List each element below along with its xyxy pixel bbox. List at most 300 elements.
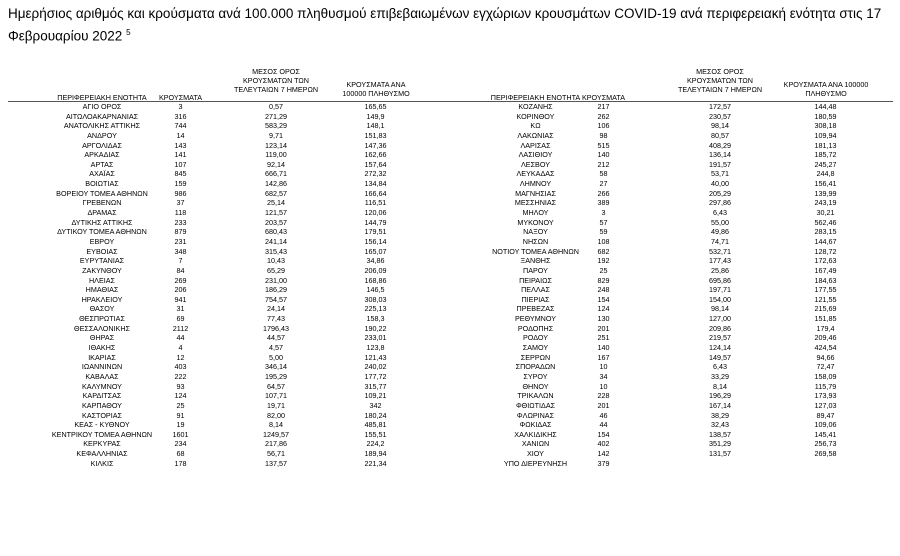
right-unit-cell: ΠΙΕΡΙΑΣ (521, 294, 550, 304)
right-avg-cell: 191,57 (709, 159, 731, 169)
left-avg-cell: 19,71 (267, 400, 285, 410)
left-avg-cell: 92,14 (267, 159, 285, 169)
left-avg-cell: 119,00 (265, 150, 287, 160)
left-cases-cell: 31 (176, 304, 185, 314)
left-avg-cell: 137,57 (265, 458, 287, 468)
right-unit-cell: ΧΙΟΥ (527, 449, 544, 459)
right-cases-cell: 154 (597, 294, 610, 304)
left-unit-cell: ΗΛΕΙΑΣ (88, 275, 116, 285)
right-cases-cell: 108 (597, 236, 610, 246)
right-avg-cell: 172,57 (709, 102, 731, 111)
left-per100k-cell: 224,2 (366, 439, 385, 449)
table-row (8, 324, 893, 334)
right-avg-cell: 55,00 (711, 217, 729, 227)
right-avg-cell: 127,00 (709, 314, 731, 324)
right-cases-cell: 57 (599, 217, 608, 227)
left-per100k-cell: 155,51 (364, 429, 387, 439)
left-per100k-cell: 116,51 (364, 198, 387, 208)
right-unit-cell: ΝΟΤΙΟΥ ΤΟΜΕΑ ΑΘΗΝΩΝ (492, 246, 579, 256)
right-per100k-cell: 562,46 (814, 217, 837, 227)
right-unit-cell: ΛΑΣΙΘΙΟΥ (518, 150, 553, 160)
left-avg-cell: 1796,43 (263, 323, 289, 333)
left-unit-cell: ΑΓΙΟ ΟΡΟΣ (82, 102, 122, 111)
right-unit-cell: ΛΕΥΚΑΔΑΣ (516, 169, 555, 179)
left-per100k-cell: 206,09 (364, 265, 387, 275)
right-avg-cell: 196,29 (709, 391, 731, 401)
right-unit-cell: ΡΕΘΥΜΝΟΥ (514, 314, 557, 324)
left-cases-cell: 37 (176, 198, 185, 208)
right-avg-cell: 351,29 (709, 439, 731, 449)
left-cases-cell: 12 (176, 352, 185, 362)
table-row (8, 160, 893, 170)
right-avg-cell: 38,29 (711, 410, 729, 420)
left-unit-cell: ΚΕΝΤΡΙΚΟΥ ΤΟΜΕΑ ΑΘΗΝΩΝ (51, 429, 153, 439)
table-row (8, 285, 893, 295)
right-avg-cell: 219,57 (709, 333, 731, 343)
right-per100k-cell: 127,03 (814, 400, 837, 410)
table-row (8, 179, 893, 189)
left-avg-cell: 4,57 (269, 343, 283, 353)
left-unit-cell: ΚΕΡΚΥΡΑΣ (83, 439, 121, 449)
right-avg-cell: 74,71 (711, 236, 729, 246)
left-avg-cell: 186,29 (265, 285, 287, 295)
left-avg-cell: 56,71 (267, 449, 285, 459)
left-per100k-cell: 121,43 (364, 352, 387, 362)
left-avg-cell: 5,00 (269, 352, 283, 362)
header-cases-left: ΚΡΟΥΣΜΑΤΑ (158, 93, 203, 102)
left-cases-cell: 118 (174, 208, 187, 218)
left-avg-cell: 682,57 (265, 188, 287, 198)
table-row (8, 150, 893, 160)
right-per100k-cell: 115,79 (814, 381, 837, 391)
left-avg-cell: 241,14 (265, 236, 287, 246)
right-unit-cell: ΝΑΞΟΥ (523, 227, 548, 237)
table-row (8, 295, 893, 305)
left-avg-cell: 142,86 (265, 179, 287, 189)
left-per100k-cell: 123,8 (366, 343, 385, 353)
right-cases-cell: 25 (599, 265, 608, 275)
table-row (8, 362, 893, 372)
left-per100k-cell: 233,01 (364, 333, 387, 343)
left-cases-cell: 14 (176, 130, 185, 140)
right-cases-cell: 201 (597, 323, 610, 333)
table-row (8, 353, 893, 363)
left-per100k-cell: 189,94 (364, 449, 387, 459)
footnote-mark: 5 (126, 28, 131, 37)
right-avg-cell: 197,71 (709, 285, 731, 295)
right-cases-cell: 217 (597, 102, 610, 111)
table-header (8, 66, 893, 102)
left-cases-cell: 845 (174, 169, 187, 179)
page-title (8, 4, 888, 46)
left-unit-cell: ΑΡΓΟΛΙΔΑΣ (82, 140, 122, 150)
left-unit-cell: ΚΑΒΑΛΑΣ (85, 371, 119, 381)
right-cases-cell: 402 (597, 439, 610, 449)
left-cases-cell: 141 (174, 150, 187, 160)
left-unit-cell: ΕΥΡΥΤΑΝΙΑΣ (79, 256, 125, 266)
right-per100k-cell: 177,55 (814, 285, 837, 295)
left-avg-cell: 666,71 (265, 169, 287, 179)
left-unit-cell: ΚΑΡΠΑΘΟΥ (82, 400, 122, 410)
left-avg-cell: 583,29 (265, 121, 287, 131)
left-cases-cell: 744 (174, 121, 187, 131)
left-avg-cell: 9,71 (269, 130, 283, 140)
right-avg-cell: 6,43 (713, 362, 727, 372)
left-per100k-cell: 179,51 (364, 227, 387, 237)
left-unit-cell: ΘΑΣΟΥ (89, 304, 115, 314)
header-avg-left: ΜΕΣΟΣ ΟΡΟΣ ΚΡΟΥΣΜΑΤΩΝ ΤΩΝ ΤΕΛΕΥΤΑΙΩΝ 7 ΗΜΕΡΩΝ (233, 67, 319, 94)
left-per100k-cell: 225,13 (364, 304, 387, 314)
left-cases-cell: 222 (174, 371, 187, 381)
table-row (8, 430, 893, 440)
left-avg-cell: 25,14 (267, 198, 285, 208)
right-cases-cell: 10 (599, 362, 608, 372)
right-per100k-cell: 209,46 (814, 333, 837, 343)
left-cases-cell: 234 (174, 439, 187, 449)
left-per100k-cell: 485,81 (364, 420, 387, 430)
table-row (8, 247, 893, 257)
left-unit-cell: ΙΚΑΡΙΑΣ (88, 352, 116, 362)
left-unit-cell: ΑΡΤΑΣ (90, 159, 114, 169)
left-unit-cell: ΑΡΚΑΔΙΑΣ (84, 150, 120, 160)
right-unit-cell: ΛΕΣΒΟΥ (521, 159, 550, 169)
left-unit-cell: ΕΥΒΟΙΑΣ (86, 246, 118, 256)
left-cases-cell: 93 (176, 381, 185, 391)
table-row (8, 169, 893, 179)
left-per100k-cell: 120,06 (364, 208, 387, 218)
right-unit-cell: ΠΕΛΛΑΣ (521, 285, 550, 295)
right-per100k-cell: 256,73 (814, 439, 837, 449)
right-per100k-cell: 181,13 (814, 140, 837, 150)
left-per100k-cell: 151,83 (364, 130, 387, 140)
right-per100k-cell: 167,49 (814, 265, 837, 275)
table-row (8, 218, 893, 228)
right-unit-cell: ΣΠΟΡΑΔΩΝ (515, 362, 556, 372)
left-avg-cell: 195,29 (265, 371, 287, 381)
right-unit-cell: ΜΕΣΣΗΝΙΑΣ (514, 198, 557, 208)
left-per100k-cell: 34,86 (366, 256, 385, 266)
left-per100k-cell: 180,24 (364, 410, 387, 420)
table-row (8, 411, 893, 421)
right-per100k-cell: 244,8 (816, 169, 835, 179)
table-row (8, 372, 893, 382)
left-per100k-cell: 177,72 (364, 371, 387, 381)
table-row (8, 382, 893, 392)
left-cases-cell: 3 (178, 102, 183, 111)
left-unit-cell: ΚΑΡΔΙΤΣΑΣ (82, 391, 122, 401)
left-unit-cell: ΚΕΑΣ - ΚΥΘΝΟΥ (74, 420, 130, 430)
right-per100k-cell: 89,47 (816, 410, 835, 420)
table-row (8, 112, 893, 122)
left-unit-cell: ΘΗΡΑΣ (89, 333, 115, 343)
left-cases-cell: 69 (176, 314, 185, 324)
right-avg-cell: 177,43 (709, 256, 731, 266)
right-unit-cell: ΚΟΡΙΝΘΟΥ (516, 111, 555, 121)
right-cases-cell: 201 (597, 400, 610, 410)
left-unit-cell: ΕΒΡΟΥ (89, 236, 115, 246)
left-avg-cell: 315,43 (265, 246, 287, 256)
right-cases-cell: 46 (599, 410, 608, 420)
left-cases-cell: 7 (178, 256, 183, 266)
left-unit-cell: ΗΡΑΚΛΕΙΟΥ (81, 294, 123, 304)
left-avg-cell: 203,57 (265, 217, 287, 227)
right-avg-cell: 131,57 (709, 449, 731, 459)
left-unit-cell: ΚΑΣΤΟΡΙΑΣ (82, 410, 122, 420)
right-cases-cell: 248 (597, 285, 610, 295)
left-unit-cell: ΑΙΤΩΛΟΑΚΑΡΝΑΝΙΑΣ (65, 111, 139, 121)
left-cases-cell: 4 (178, 343, 183, 353)
left-avg-cell: 8,14 (269, 420, 283, 430)
table-row (8, 391, 893, 401)
right-avg-cell: 532,71 (709, 246, 731, 256)
right-avg-cell: 297,86 (709, 198, 731, 208)
left-cases-cell: 316 (174, 111, 187, 121)
right-avg-cell: 49,86 (711, 227, 729, 237)
right-avg-cell: 167,14 (709, 400, 731, 410)
table-row (8, 189, 893, 199)
right-unit-cell: ΚΟΖΑΝΗΣ (518, 102, 553, 111)
right-per100k-cell: 121,55 (814, 294, 837, 304)
right-unit-cell: ΦΛΩΡΙΝΑΣ (516, 410, 555, 420)
left-cases-cell: 44 (176, 333, 185, 343)
right-per100k-cell: 158,09 (814, 371, 837, 381)
header-cases-right: ΚΡΟΥΣΜΑΤΑ (581, 93, 626, 102)
title-text: Ημερήσιος αριθμός και κρούσματα ανά 100.000 πληθυσμού επιβεβαιωμένων εγχώριων κρουσμάτων COVID-19 ανά περιφερειακή ενότητα στις 17 Φεβρουαρίου 2022 (8, 6, 882, 44)
right-per100k-cell: 144,67 (814, 236, 837, 246)
left-per100k-cell: 158,3 (366, 314, 385, 324)
left-avg-cell: 82,00 (267, 410, 285, 420)
left-unit-cell: ΙΘΑΚΗΣ (88, 343, 116, 353)
left-cases-cell: 178 (174, 458, 187, 468)
right-unit-cell: ΠΡΕΒΕΖΑΣ (516, 304, 555, 314)
right-unit-cell: ΞΑΝΘΗΣ (520, 256, 551, 266)
right-per100k-cell: 243,19 (814, 198, 837, 208)
right-per100k-cell: 144,48 (814, 102, 837, 111)
right-avg-cell: 138,57 (709, 429, 731, 439)
right-avg-cell: 33,29 (711, 371, 729, 381)
header-avg-right: ΜΕΣΟΣ ΟΡΟΣ ΚΡΟΥΣΜΑΤΩΝ ΤΩΝ ΤΕΛΕΥΤΑΙΩΝ 7 ΗΜΕΡΩΝ (677, 67, 763, 94)
right-per100k-cell: 269,58 (814, 449, 837, 459)
right-cases-cell: 266 (597, 188, 610, 198)
left-unit-cell: ΘΕΣΣΑΛΟΝΙΚΗΣ (74, 323, 130, 333)
right-unit-cell: ΣΕΡΡΩΝ (520, 352, 551, 362)
left-unit-cell: ΒΟΡΕΙΟΥ ΤΟΜΕΑ ΑΘΗΝΩΝ (56, 188, 148, 198)
table-row (8, 208, 893, 218)
left-per100k-cell: 315,77 (364, 381, 387, 391)
right-unit-cell: ΧΑΛΚΙΔΙΚΗΣ (514, 429, 557, 439)
right-cases-cell: 154 (597, 429, 610, 439)
left-cases-cell: 159 (174, 179, 187, 189)
left-unit-cell: ΑΝΑΤΟΛΙΚΗΣ ΑΤΤΙΚΗΣ (63, 121, 141, 131)
left-per100k-cell: 166,64 (364, 188, 387, 198)
left-unit-cell: ΒΟΙΩΤΙΑΣ (85, 179, 119, 189)
left-unit-cell: ΘΕΣΠΡΩΤΙΑΣ (79, 314, 125, 324)
left-avg-cell: 346,14 (265, 362, 287, 372)
left-cases-cell: 2112 (172, 323, 189, 333)
table-row (8, 102, 893, 112)
left-cases-cell: 25 (176, 400, 185, 410)
left-unit-cell: ΙΩΑΝΝΙΝΩΝ (81, 362, 123, 372)
covid-table (8, 66, 893, 468)
table-row (8, 420, 893, 430)
table-row (8, 198, 893, 208)
header-per100k-left: ΚΡΟΥΣΜΑΤΑ ΑΝΑ 100000 ΠΛΗΘΥΣΜΟ (342, 80, 410, 98)
left-per100k-cell: 221,34 (364, 458, 387, 468)
right-cases-cell: 124 (597, 304, 610, 314)
right-cases-cell: 106 (597, 121, 610, 131)
left-avg-cell: 754,57 (265, 294, 287, 304)
table-row (8, 131, 893, 141)
right-per100k-cell: 139,99 (814, 188, 837, 198)
left-avg-cell: 24,14 (267, 304, 285, 314)
right-unit-cell: ΛΗΜΝΟΥ (519, 179, 552, 189)
table-row (8, 227, 893, 237)
left-per100k-cell: 190,22 (364, 323, 387, 333)
left-avg-cell: 271,29 (265, 111, 287, 121)
left-cases-cell: 124 (174, 391, 187, 401)
right-avg-cell: 408,29 (709, 140, 731, 150)
left-avg-cell: 0,57 (269, 102, 283, 111)
left-cases-cell: 84 (176, 265, 185, 275)
left-cases-cell: 68 (176, 449, 185, 459)
left-unit-cell: ΗΜΑΘΙΑΣ (85, 285, 119, 295)
left-avg-cell: 44,57 (267, 333, 285, 343)
left-avg-cell: 123,14 (265, 140, 287, 150)
right-per100k-cell: 215,69 (814, 304, 837, 314)
right-cases-cell: 682 (597, 246, 610, 256)
left-per100k-cell: 165,07 (364, 246, 387, 256)
right-per100k-cell: 308,18 (814, 121, 837, 131)
right-unit-cell: ΜΑΓΝΗΣΙΑΣ (515, 188, 556, 198)
left-per100k-cell: 308,03 (364, 294, 387, 304)
right-unit-cell: ΥΠΟ ΔΙΕΡΕΥΝΗΣΗ (503, 458, 568, 468)
left-cases-cell: 107 (174, 159, 187, 169)
right-unit-cell: ΧΑΝΙΩΝ (521, 439, 550, 449)
right-avg-cell: 53,71 (711, 169, 729, 179)
table-row (8, 237, 893, 247)
right-avg-cell: 6,43 (713, 208, 727, 218)
left-avg-cell: 64,57 (267, 381, 285, 391)
table-row (8, 276, 893, 286)
right-unit-cell: ΚΩ (530, 121, 541, 131)
header-unit-left: ΠΕΡΙΦΕΡΕΙΑΚΗ ΕΝΟΤΗΤΑ (57, 93, 147, 102)
right-cases-cell: 140 (597, 343, 610, 353)
left-unit-cell: ΚΙΛΚΙΣ (90, 458, 114, 468)
left-cases-cell: 1601 (172, 429, 189, 439)
right-cases-cell: 27 (599, 179, 608, 189)
header-unit-right: ΠΕΡΙΦΕΡΕΙΑΚΗ ΕΝΟΤΗΤΑ (490, 93, 581, 102)
right-per100k-cell: 109,06 (814, 420, 837, 430)
right-per100k-cell: 94,66 (816, 352, 835, 362)
right-cases-cell: 167 (597, 352, 610, 362)
right-per100k-cell: 179,4 (816, 323, 835, 333)
left-cases-cell: 206 (174, 285, 187, 295)
right-unit-cell: ΦΘΙΩΤΙΔΑΣ (515, 400, 556, 410)
table-row (8, 333, 893, 343)
table-row (8, 141, 893, 151)
left-per100k-cell: 148,1 (366, 121, 385, 131)
left-per100k-cell: 168,86 (364, 275, 387, 285)
right-per100k-cell: 109,94 (814, 130, 837, 140)
left-unit-cell: ΑΝΔΡΟΥ (87, 130, 117, 140)
right-unit-cell: ΦΩΚΙΔΑΣ (519, 420, 552, 430)
right-avg-cell: 98,14 (711, 121, 729, 131)
left-cases-cell: 941 (174, 294, 187, 304)
left-cases-cell: 986 (174, 188, 187, 198)
right-cases-cell: 262 (597, 111, 610, 121)
right-cases-cell: 379 (597, 458, 610, 468)
left-avg-cell: 217,86 (265, 439, 287, 449)
right-unit-cell: ΛΑΡΙΣΑΣ (520, 140, 551, 150)
left-per100k-cell: 134,84 (364, 179, 387, 189)
left-per100k-cell: 156,14 (364, 236, 387, 246)
left-avg-cell: 121,57 (265, 208, 287, 218)
left-avg-cell: 107,71 (265, 391, 287, 401)
right-avg-cell: 149,57 (709, 352, 731, 362)
right-cases-cell: 58 (599, 169, 608, 179)
right-unit-cell: ΜΗΛΟΥ (522, 208, 549, 218)
right-cases-cell: 98 (599, 130, 608, 140)
left-per100k-cell: 109,21 (364, 391, 387, 401)
table-row (8, 266, 893, 276)
right-per100k-cell: 172,63 (814, 256, 837, 266)
right-cases-cell: 192 (597, 256, 610, 266)
right-avg-cell: 80,57 (711, 130, 729, 140)
right-avg-cell: 205,29 (709, 188, 731, 198)
table-row (8, 256, 893, 266)
table-row (8, 439, 893, 449)
left-avg-cell: 231,00 (265, 275, 287, 285)
right-unit-cell: ΜΥΚΟΝΟΥ (517, 217, 554, 227)
left-unit-cell: ΖΑΚΥΝΘΟΥ (82, 265, 122, 275)
table-row (8, 121, 893, 131)
left-unit-cell: ΔΡΑΜΑΣ (87, 208, 117, 218)
left-unit-cell: ΔΥΤΙΚΗΣ ΑΤΤΙΚΗΣ (71, 217, 133, 227)
right-cases-cell: 130 (597, 314, 610, 324)
right-unit-cell: ΝΗΣΩΝ (522, 236, 549, 246)
right-avg-cell: 8,14 (713, 381, 727, 391)
right-avg-cell: 695,86 (709, 275, 731, 285)
left-cases-cell: 233 (174, 217, 187, 227)
right-avg-cell: 40,00 (711, 179, 729, 189)
right-avg-cell: 25,86 (711, 265, 729, 275)
right-per100k-cell: 72,47 (816, 362, 835, 372)
left-cases-cell: 231 (174, 236, 187, 246)
right-cases-cell: 59 (599, 227, 608, 237)
table-row (8, 459, 893, 469)
right-unit-cell: ΡΟΔΟΥ (522, 333, 549, 343)
right-avg-cell: 230,57 (709, 111, 731, 121)
right-cases-cell: 10 (599, 381, 608, 391)
right-cases-cell: 515 (597, 140, 610, 150)
right-per100k-cell: 424,54 (814, 343, 837, 353)
right-per100k-cell: 185,72 (814, 150, 837, 160)
right-per100k-cell: 184,63 (814, 275, 837, 285)
right-unit-cell: ΡΟΔΟΠΗΣ (517, 323, 554, 333)
table-row (8, 343, 893, 353)
right-cases-cell: 44 (599, 420, 608, 430)
left-cases-cell: 91 (176, 410, 185, 420)
right-avg-cell: 98,14 (711, 304, 729, 314)
left-per100k-cell: 342 (369, 400, 382, 410)
table-row (8, 449, 893, 459)
right-unit-cell: ΘΗΝΟΥ (522, 381, 549, 391)
left-per100k-cell: 272,32 (364, 169, 387, 179)
left-unit-cell: ΚΑΛΥΜΝΟΥ (82, 381, 122, 391)
right-cases-cell: 140 (597, 150, 610, 160)
right-unit-cell: ΛΑΚΩΝΙΑΣ (517, 130, 554, 140)
left-unit-cell: ΓΡΕΒΕΝΩΝ (82, 198, 122, 208)
